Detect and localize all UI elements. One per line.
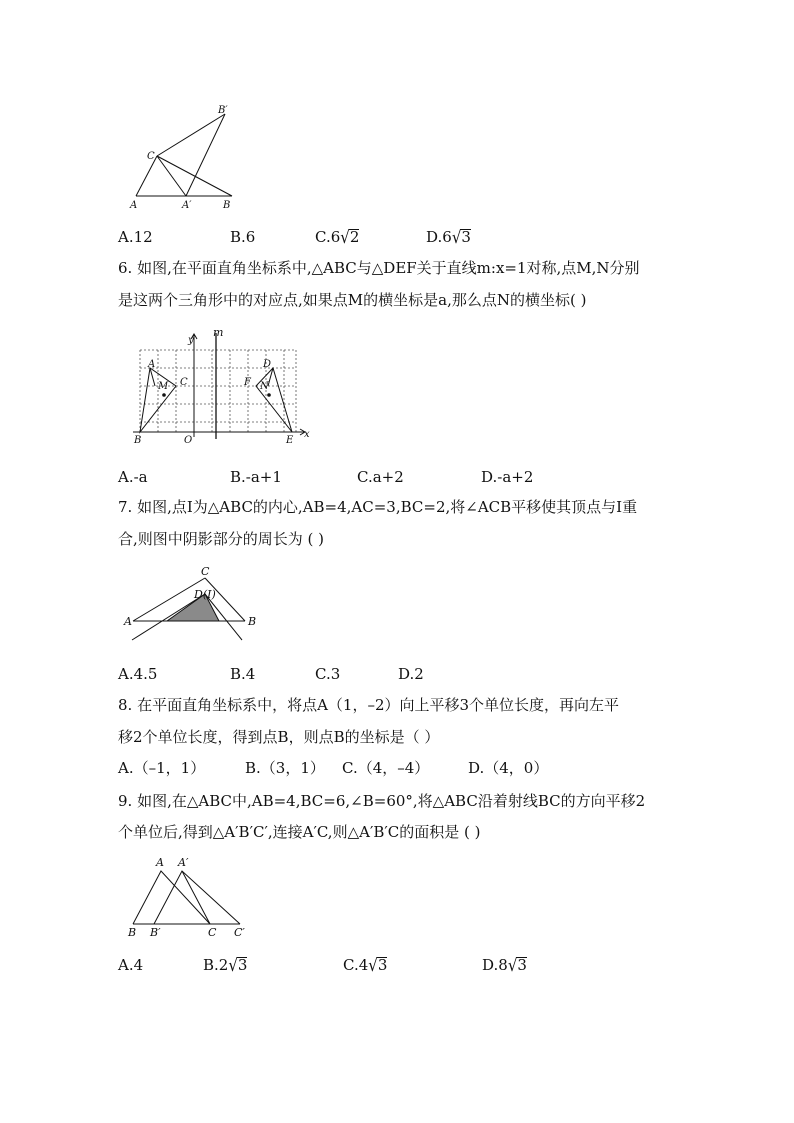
triangle-abc <box>133 871 210 924</box>
q9-option-a: A.4 <box>118 956 144 974</box>
q5-option-d: D.6√3 <box>426 226 471 248</box>
q9-option-c: C.4√3 <box>343 954 388 976</box>
q8-line-1: 8. 在平面直角坐标系中，将点A（1，–2）向上平移3个单位长度，再向左平 <box>118 696 620 714</box>
q9-option-d-prefix: D.8 <box>482 956 508 974</box>
segment-CA1 <box>157 156 186 196</box>
q5-option-d-prefix: D.6 <box>426 228 452 246</box>
point-m <box>162 393 166 397</box>
label-B: B <box>248 615 257 628</box>
label-m: m <box>213 326 224 339</box>
q7-line-1: 7. 如图,点I为△ABC的内心,AB=4,AC=3,BC=2,将∠ACB平移使其顶点与I重 <box>118 498 638 516</box>
label-A-prime: A′ <box>182 200 192 210</box>
label-E: E <box>286 435 294 445</box>
label-O: O <box>184 435 193 445</box>
q5-option-b: B.6 <box>230 228 256 246</box>
label-A: A <box>124 615 132 628</box>
figure-q9 <box>120 852 260 942</box>
label-y: y <box>188 335 194 346</box>
q9-option-b-radicand: 3 <box>237 956 248 974</box>
label-C: C <box>201 565 210 578</box>
q7-option-c: C.3 <box>315 665 341 683</box>
q9-option-c-radicand: 3 <box>377 956 388 974</box>
label-C: C <box>208 926 217 939</box>
label-D-I: D(I) <box>194 588 216 601</box>
q9-line-2: 个单位后,得到△A′B′C′,连接A′C,则△A′B′C的面积是 ( ) <box>118 823 481 841</box>
figure-q7 <box>120 560 270 650</box>
triangle-a1b1c1 <box>154 871 240 924</box>
q5-option-c-radicand: 2 <box>349 228 360 246</box>
label-B: B <box>223 200 231 210</box>
q6-option-b: B.-a+1 <box>230 468 282 486</box>
q8-option-c: C.（4，–4） <box>342 759 430 777</box>
label-B: B <box>134 435 142 445</box>
label-F: F <box>244 377 251 388</box>
q9-option-b-prefix: B.2 <box>203 956 229 974</box>
label-B-prime: B′ <box>218 105 228 116</box>
q7-option-a: A.4.5 <box>118 665 158 683</box>
q8-option-b: B.（3，1） <box>245 759 325 777</box>
q7-line-2: 合,则图中阴影部分的周长为 ( ) <box>118 530 325 548</box>
q6-option-d: D.-a+2 <box>481 468 534 486</box>
q8-option-a: A.（–1，1） <box>118 759 206 777</box>
q8-option-d: D.（4，0） <box>468 759 549 777</box>
label-B-prime: B′ <box>150 926 161 939</box>
q5-option-c: C.6√2 <box>315 226 360 248</box>
label-C: C <box>180 377 188 388</box>
label-C-prime: C′ <box>234 926 245 939</box>
q9-option-c-prefix: C.4 <box>343 956 369 974</box>
q9-option-d: D.8√3 <box>482 954 527 976</box>
q7-option-d: D.2 <box>398 665 424 683</box>
q6-line-1: 6. 如图,在平面直角坐标系中,△ABC与△DEF关于直线m:x=1对称,点M,N分别 <box>118 259 640 277</box>
q6-option-c: C.a+2 <box>357 468 404 486</box>
q8-line-2: 移2个单位长度，得到点B，则点B的坐标是（ ） <box>118 728 440 746</box>
label-A: A <box>156 856 164 869</box>
q5-option-d-radicand: 3 <box>461 228 471 246</box>
segment-A1C <box>182 871 210 924</box>
q9-line-1: 9. 如图,在△ABC中,AB=4,BC=6,∠B=60°,将△ABC沿着射线BC的方向平移2 <box>118 792 646 810</box>
figure-q5 <box>125 100 245 210</box>
segment-AC <box>136 156 157 196</box>
label-A: A <box>148 359 156 370</box>
q5-option-c-prefix: C.6 <box>315 228 341 246</box>
label-D: D <box>263 359 272 370</box>
label-C: C <box>147 151 155 162</box>
q9-option-b: B.2√3 <box>203 954 248 976</box>
segment-CB <box>157 156 232 196</box>
label-M: M <box>158 381 169 392</box>
label-A-prime: A′ <box>178 856 189 869</box>
label-N: N <box>260 381 269 392</box>
label-x: x <box>304 429 310 440</box>
q9-option-d-radicand: 3 <box>517 956 527 974</box>
q7-option-b: B.4 <box>230 665 256 683</box>
q5-option-a: A.12 <box>118 228 153 246</box>
q6-option-a: A.-a <box>118 468 148 486</box>
figure-q6-grid <box>128 325 318 445</box>
q6-line-2: 是这两个三角形中的对应点,如果点M的横坐标是a,那么点N的横坐标( ) <box>118 291 587 309</box>
label-A: A <box>130 200 138 210</box>
point-n <box>267 393 271 397</box>
label-B: B <box>128 926 137 939</box>
